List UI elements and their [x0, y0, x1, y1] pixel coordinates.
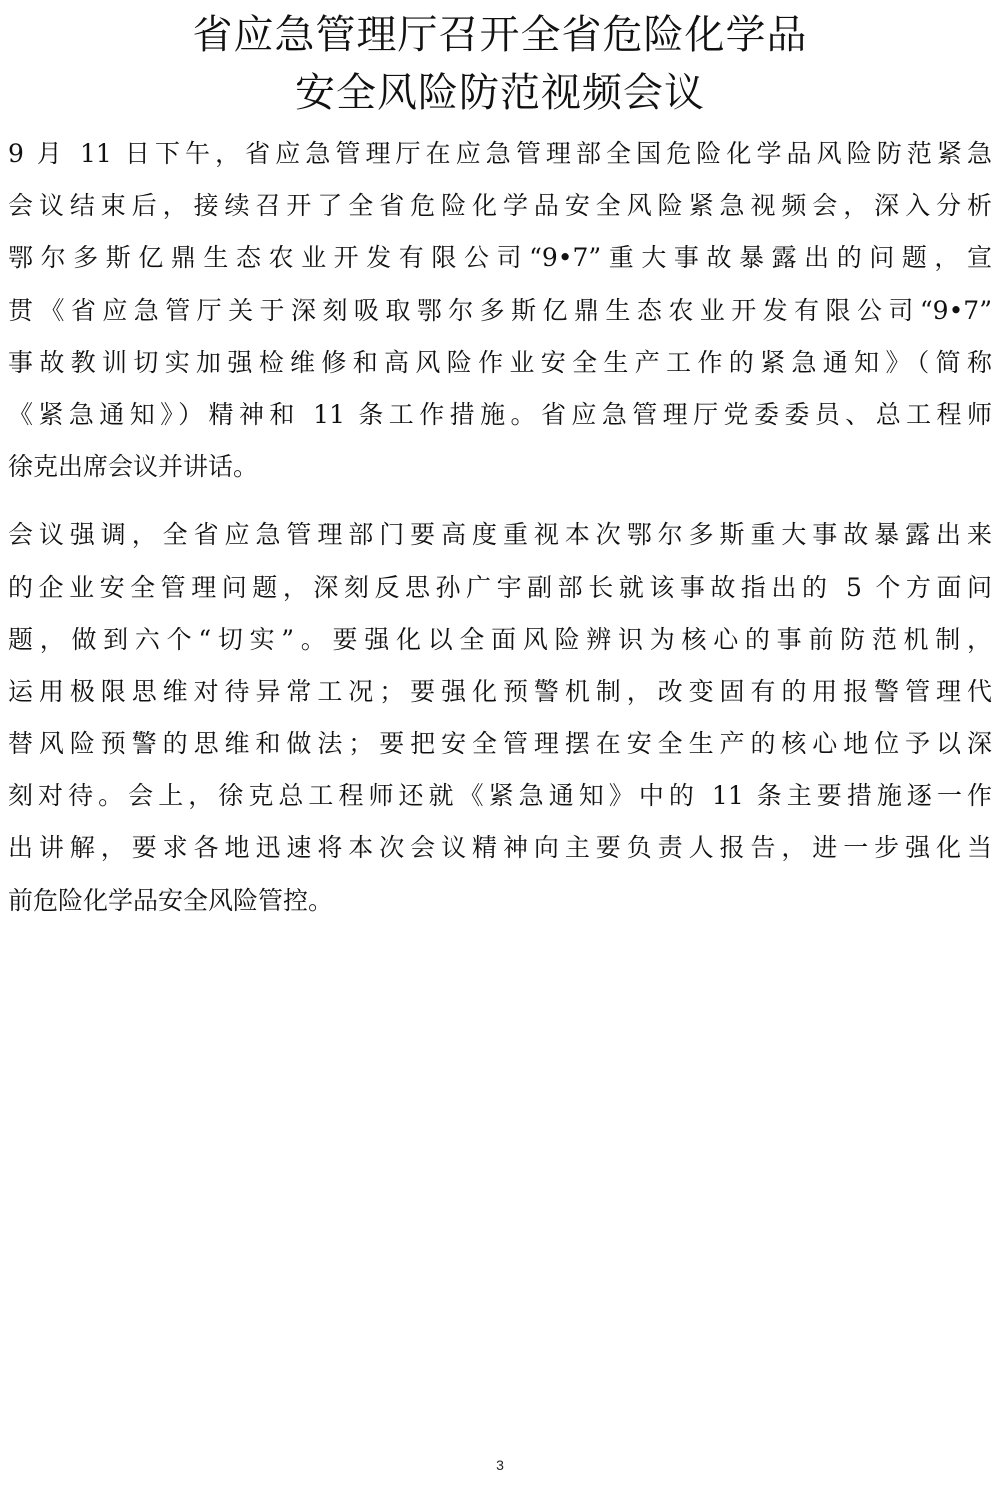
- paragraph-1: [8, 128, 992, 493]
- title-line-2: 安全风险防范视频会议: [295, 70, 705, 116]
- paragraph-line: 替风险预警的思维和做法；要把安全管理摆在安全生产的核心地位予以深: [8, 729, 992, 759]
- paragraph-line: 会议强调，全省应急管理部门要高度重视本次鄂尔多斯重大事故暴露出来: [8, 520, 992, 550]
- paragraph-line: 9 月 11 日下午，省应急管理厅在应急管理部全国危险化学品风险防范紧急: [8, 139, 992, 168]
- paragraph-line: 的企业安全管理问题，深刻反思孙广宇副部长就该事故指出的 5 个方面问: [8, 572, 992, 602]
- paragraph-line: 刻对待。会上，徐克总工程师还就《紧急通知》中的 11 条主要措施逐一作: [8, 781, 992, 811]
- paragraph-line: 会议结束后，接续召开了全省危险化学品安全风险紧急视频会，深入分析: [8, 191, 992, 221]
- document-title: [0, 6, 1000, 122]
- paragraph-line: 前危险化学品安全风险管控。: [8, 885, 334, 915]
- paragraph-line: 贯《省应急管厅关于深刻吸取鄂尔多斯亿鼎生态农业开发有限公司“9•7”: [8, 295, 992, 325]
- paragraph-line: 《紧急通知》）精神和 11 条工作措施。省应急管理厅党委委员、总工程师: [8, 399, 992, 429]
- paragraph-line: 事故教训切实加强检维修和高风险作业安全生产工作的紧急通知》（简称: [8, 347, 992, 377]
- paragraph-line: 徐克出席会议并讲话。: [8, 452, 259, 482]
- paragraph-line: 运用极限思维对待异常工况；要强化预警机制，改变固有的用报警管理代: [8, 676, 992, 706]
- page-number: 3: [496, 1457, 504, 1473]
- paragraph-line: 题，做到六个“切实”。要强化以全面风险辨识为核心的事前防范机制，: [8, 624, 992, 654]
- paragraph-2: [8, 509, 992, 927]
- paragraph-line: 鄂尔多斯亿鼎生态农业开发有限公司“9•7”重大事故暴露出的问题，宣: [8, 243, 992, 273]
- paragraph-line: 出讲解，要求各地迅速将本次会议精神向主要负责人报告，进一步强化当: [8, 833, 992, 863]
- title-line-1: 省应急管理厅召开全省危险化学品: [192, 12, 808, 58]
- document-body: [8, 128, 992, 927]
